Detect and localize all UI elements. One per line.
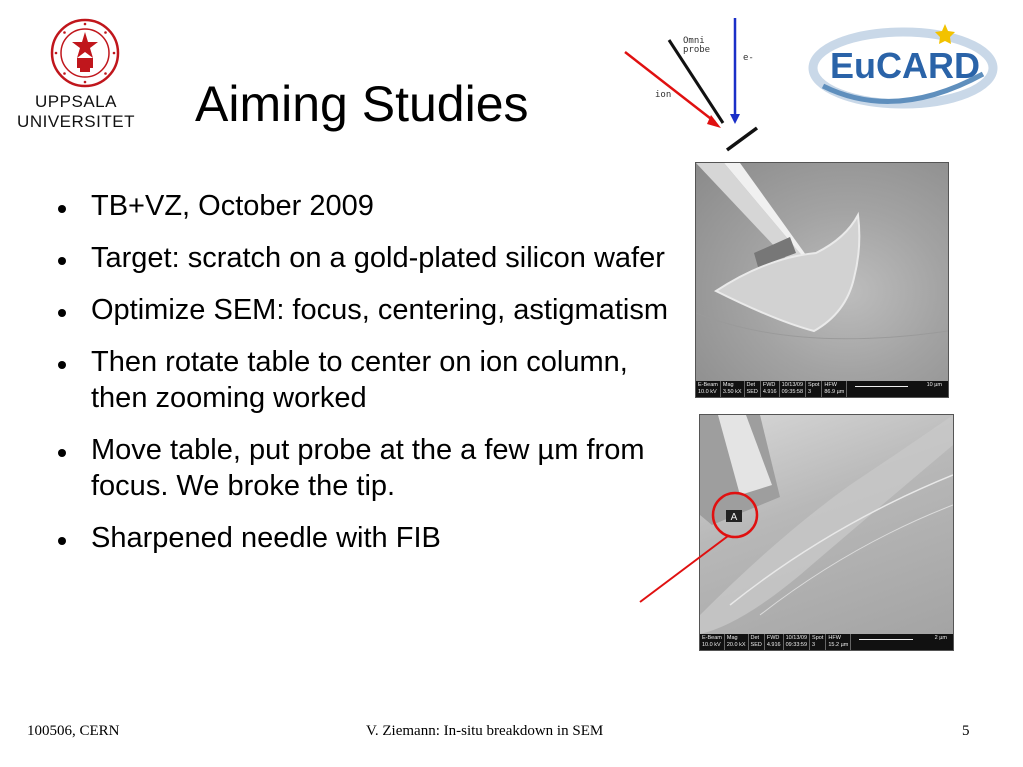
diagram-label-probe: probe	[683, 45, 711, 55]
bullet-item	[58, 344, 668, 416]
footer-presentation-title: V. Ziemann: In-situ breakdown in SEM	[366, 723, 604, 739]
bullet-list	[58, 188, 668, 572]
bullet-dot	[58, 449, 66, 457]
bullet-item	[58, 240, 668, 276]
bullet-text: Optimize SEM: focus, centering, astigmatism	[91, 294, 668, 326]
bullet-dot	[58, 537, 66, 545]
slide-title: Aiming Studies	[195, 76, 529, 132]
bullet-text: Move table, put probe at the a few µm from focus. We broke the tip.	[91, 434, 645, 502]
bullet-item	[58, 432, 668, 504]
sem-databar: E-Beam 10.0 kV Mag 20.0 kX Det SED FWD 4.916 10/13/09 09:33:59 Spot 3 HFW 15.2 µm 2 µm	[700, 634, 953, 650]
diagram-label-e: e-	[743, 53, 754, 63]
bullet-text: Target: scratch on a gold-plated silicon wafer	[91, 242, 665, 274]
bullet-dot	[58, 361, 66, 369]
eucard-text: EuCARD	[830, 45, 980, 86]
uppsala-logo	[14, 18, 138, 138]
bullet-dot	[58, 309, 66, 317]
sem-marker-label: A	[730, 512, 738, 523]
sem-image-content	[696, 163, 948, 381]
bullet-text: TB+VZ, October 2009	[91, 190, 374, 222]
bullet-dot	[58, 205, 66, 213]
bullet-dot	[58, 257, 66, 265]
bullet-text: Then rotate table to center on ion column, then zooming worked	[91, 346, 628, 414]
page-number: 5	[962, 723, 970, 739]
uppsala-line2: UNIVERSITET	[17, 112, 135, 131]
bullet-item	[58, 292, 668, 328]
uppsala-line1: UPPSALA	[35, 92, 117, 111]
bullet-item	[58, 188, 668, 224]
ion-line	[625, 52, 715, 122]
diagram-label-omni: Omni	[683, 36, 705, 46]
scale-bar: 10 µm	[847, 381, 948, 397]
sem-databar: E-Beam 10.0 kV Mag 3.50 kX Det SED FWD 4.916 10/13/09 09:35:58 Spot 3 HFW 86.9 µm 10 µm	[696, 381, 948, 397]
scale-bar: 2 µm	[851, 634, 953, 650]
beam-diagram	[615, 18, 775, 163]
target-line	[727, 128, 757, 150]
highlight-connector-line	[600, 500, 740, 610]
bullet-item	[58, 520, 668, 556]
bullet-text: Sharpened needle with FIB	[91, 522, 441, 554]
eucard-logo	[805, 14, 1005, 114]
diagram-label-ion: ion	[655, 90, 672, 100]
sem-image-probe-overview	[695, 162, 949, 398]
footer-date-location: 100506, CERN	[27, 723, 120, 739]
uppsala-seal-icon	[50, 18, 120, 88]
ebeam-arrowhead	[730, 114, 740, 124]
